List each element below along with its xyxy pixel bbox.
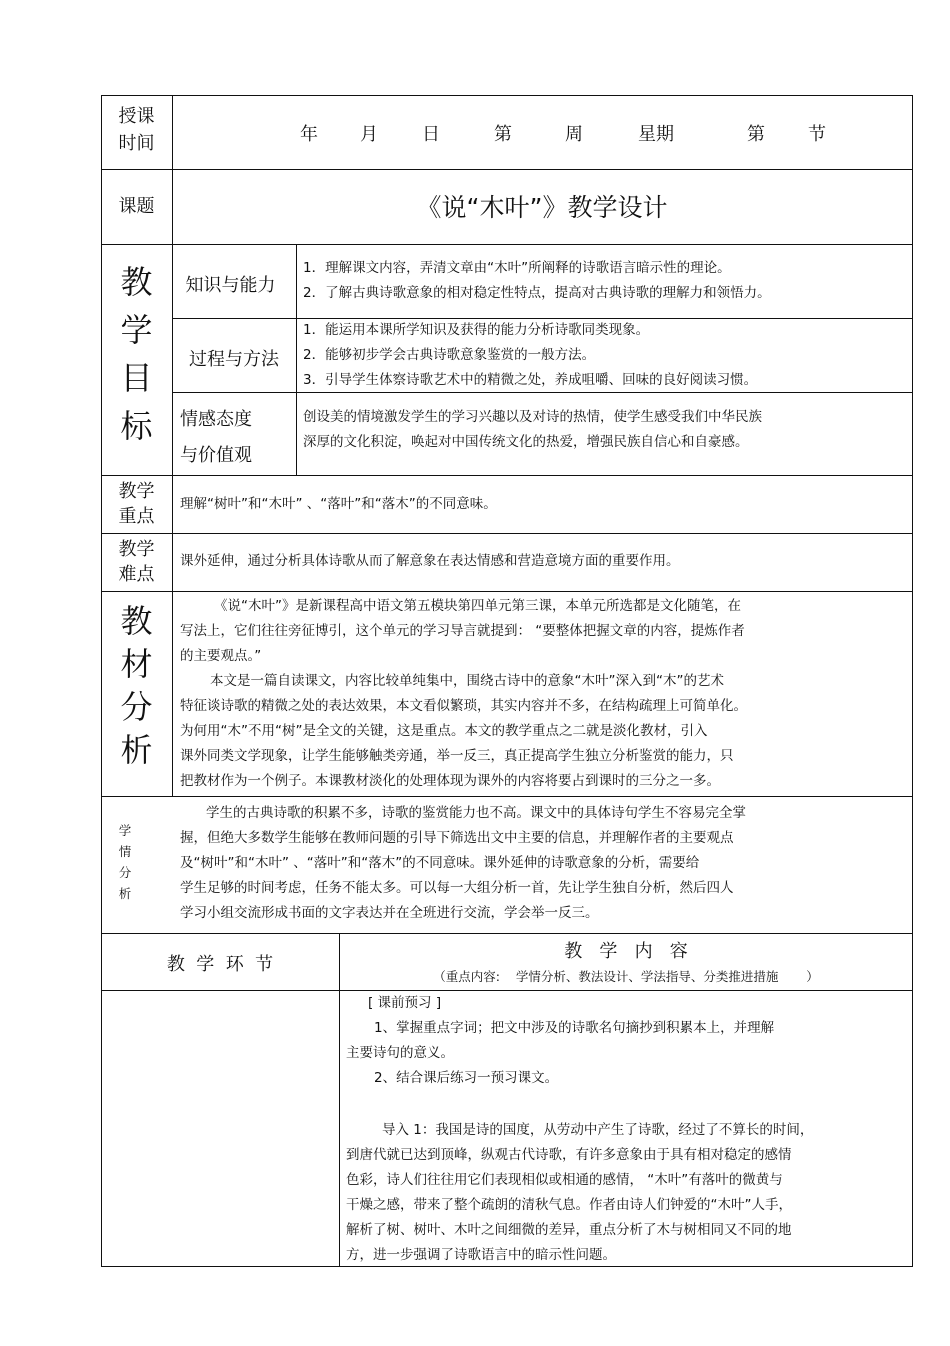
- students-text: 学生的古典诗歌的积累不多，诗歌的鉴赏能力也不高。课文中的具体诗句学生不容易完全掌 握，但绝大多数学生能够在教师问题的引导下筛选出文中主要的信息，并理解作者的主要观点 及“树叶”和“木叶” 、“落叶”和“落木”的不同意味。课外延伸的诗歌意象的分析，需要给 学生足够的时间考虑，任务不能太多。可以每一大组分析一首，先让学生独自分析，然后四人 学习小组交流形成书面的文字表达并在全班进行交流，学会举一反三。: [180, 805, 746, 921]
- row-divider: [101, 591, 913, 592]
- time-field-ordinal: 第: [494, 124, 512, 145]
- section-right-header: 教 学 内 容: [564, 941, 688, 962]
- row-divider: [101, 533, 913, 534]
- table-border-right: [912, 95, 913, 1267]
- emotion-label: 情感态度 与价值观: [180, 409, 252, 466]
- time-field-ordinal-2: 第: [747, 124, 765, 145]
- key-point-text: 理解“树叶”和“木叶” 、“落叶”和“落木”的不同意味。: [180, 496, 497, 512]
- time-label: 授课 时间: [118, 106, 155, 154]
- content-text: [ 课前预习 ] 1、掌握重点字词；把文中涉及的诗歌名句摘抄到积累本上，并理解 主要诗句的意义。 2、结合课后练习一预习课文。: [346, 991, 774, 1091]
- column-divider: [296, 244, 297, 476]
- process-items: [303, 318, 757, 393]
- objectives-label: 教 学 目 标: [120, 263, 153, 445]
- section-right-subheader: （重点内容: 学情分析、教法设计、学法指导、分类推进措施 ）: [433, 969, 819, 984]
- difficulty-label: 教学 难点: [118, 539, 155, 585]
- row-divider: [101, 475, 913, 476]
- students-label: 学 情 分 析: [118, 823, 132, 901]
- key-point-label: 教学 重点: [118, 481, 155, 527]
- row-divider: [101, 933, 913, 934]
- page-title: 《说“木叶”》教学设计: [416, 193, 668, 222]
- time-field-week: 周: [565, 124, 583, 145]
- list-item: 2．了解古典诗歌意象的相对稳定性特点，提高对古典诗歌的理解力和领悟力。: [303, 285, 771, 301]
- time-field-period: 节: [808, 124, 826, 145]
- time-field-year: 年: [300, 124, 318, 145]
- topic-label: 课题: [118, 196, 155, 217]
- list-item: 2．能够初步学会古典诗歌意象鉴赏的一般方法。: [303, 347, 596, 363]
- knowledge-items: [303, 256, 771, 306]
- time-field-weekday: 星期: [638, 124, 674, 145]
- list-item: 1．能运用本课所学知识及获得的能力分析诗歌同类现象。: [303, 322, 650, 338]
- difficulty-text: 课外延伸，通过分析具体诗歌从而了解意象在表达情感和营造意境方面的重要作用。: [180, 553, 680, 569]
- emotion-text: 创设美的情境激发学生的学习兴趣以及对诗的热情，使学生感受我们中华民族 深厚的文化积淀，唤起对中国传统文化的热爱，增强民族自信心和自豪感。: [303, 409, 762, 450]
- intro-text: 导入 1：我国是诗的国度，从劳动中产生了诗歌，经过了不算长的时间， 到唐代就已达到顶峰，纵观古代诗歌，有许多意象由于具有相对稳定的感情 色彩，诗人们往往用它们表现相似或相通的感情， “木叶”有落叶的微黄与 干燥之感，带来了整个疏朗的清秋气息。作者由诗人们钟爱的“木叶”人手， 解析了树、树叶、木叶之间细微的差异，重点分析了木与树相同又不同的地 方，进一步强调了诗歌语言中的暗示性问题。: [346, 1122, 814, 1263]
- list-item: 1．理解课文内容，弄清文章由“木叶”所阐释的诗歌语言暗示性的理论。: [303, 260, 731, 276]
- material-label: 教 材 分 析: [120, 602, 153, 769]
- material-text: 《说“木叶”》是新课程高中语文第五模块第四单元第三课，本单元所选都是文化随笔，在 写法上，它们往往旁征博引，这个单元的学习导言就提到： “要整体把握文章的内容，提炼作者 的主要观点。” 本文是一篇自读课文，内容比较单纯集中，围绕古诗中的意象“木叶”深入到“木”的艺术 特征谈诗歌的精微之处的表达效果，本文看似繁琐，其实内容并不多，在结构疏理上可简单化。 为何用“木”不用“树”是全文的关键，这是重点。本文的教学重点之二就是淡化教材，引入 课外同类文学现象，让学生能够触类旁通，举一反三，真正提高学生独立分析鉴赏的能力，只 把教材作为一个例子。本课教材淡化的处理体现为课外的内容将要占到课时的三分之一多。: [180, 598, 747, 789]
- time-field-month: 月: [360, 124, 378, 145]
- list-item: 3．引导学生体察诗歌艺术中的精微之处，养成咀嚼、回味的良好阅读习惯。: [303, 372, 758, 388]
- knowledge-label: 知识与能力: [185, 275, 276, 296]
- table-border-top: [101, 95, 913, 96]
- row-divider: [101, 244, 913, 245]
- process-label: 过程与方法: [189, 349, 279, 370]
- preview-tag: [ 课前预习 ]: [368, 995, 442, 1011]
- section-left-header: 教 学 环 节: [166, 954, 274, 975]
- row-divider: [101, 169, 913, 170]
- row-divider: [101, 796, 913, 797]
- time-field-day: 日: [422, 124, 440, 145]
